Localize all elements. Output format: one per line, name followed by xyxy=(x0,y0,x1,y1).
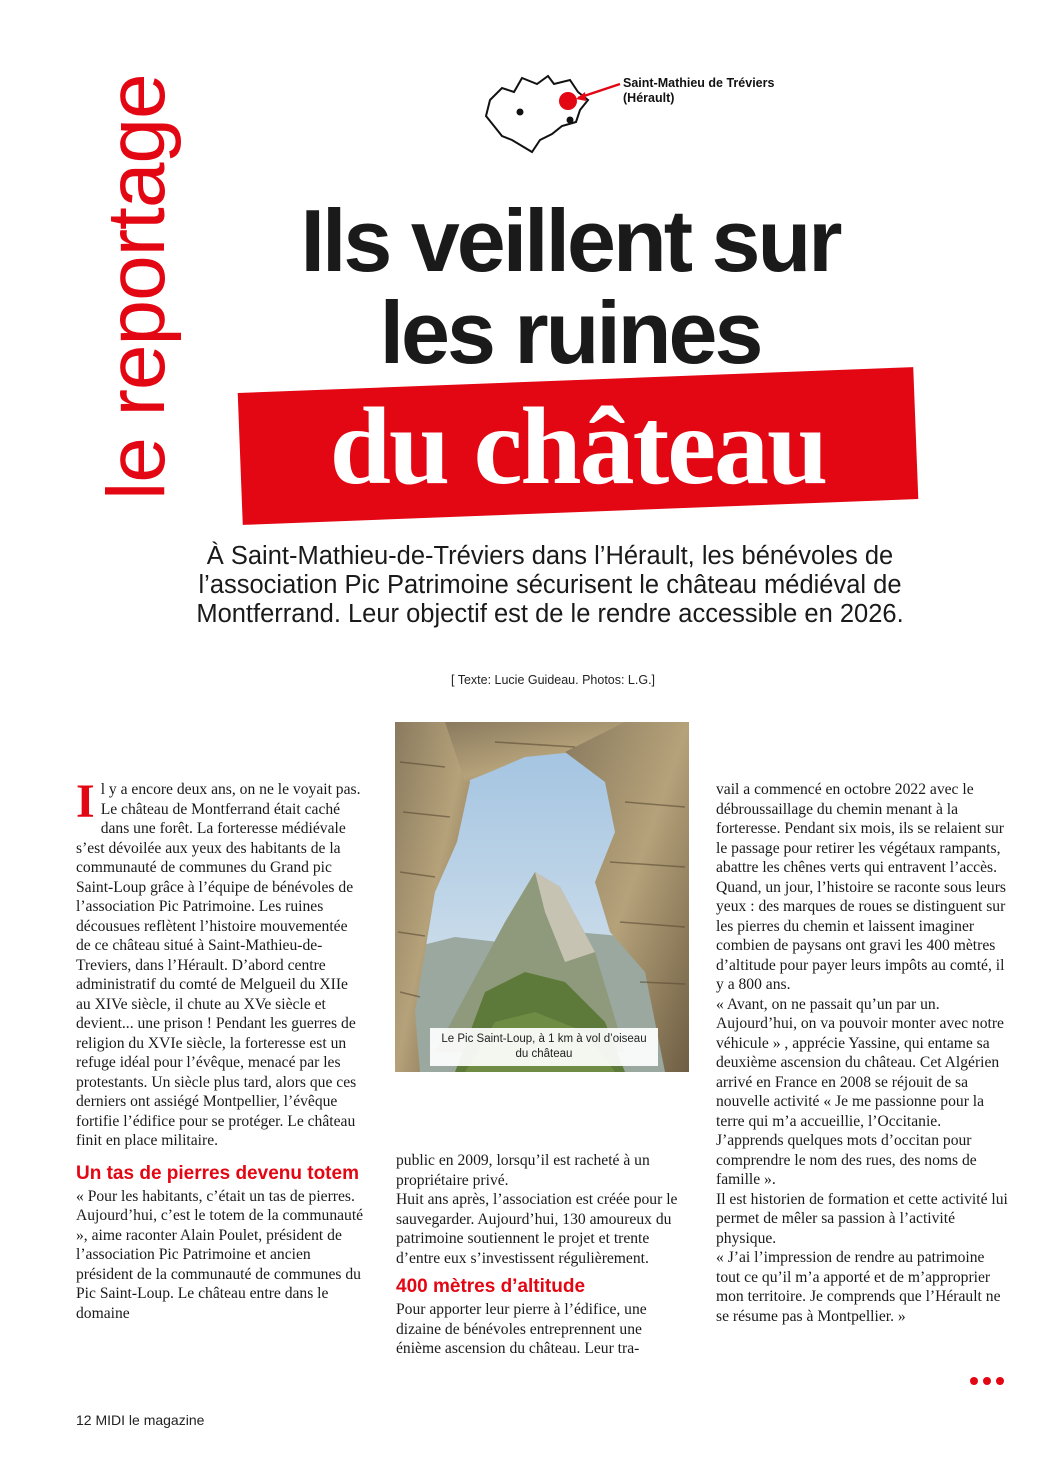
column-3-para3: Il est historien de formation et cette activité lui permet de mêler sa passion à l’activité physique. xyxy=(716,1190,1008,1247)
column-2-para2: Huit ans après, l’association est créée pour le sauvegarder. Aujourd’hui, 130 amoureux du patrimoine soutiennent le projet et trente d’entre eux s’investissent régulièrement. xyxy=(396,1191,678,1267)
column-3-para2: « Avant, on ne passait qu’un par un. Aujourd’hui, on va pouvoir monter avec notre véhicule » , apprécie Yassine, qui entame sa deuxième ascension du château. Cet Algérien arrivé en France en 2008 se réjouit de sa nouvelle activité « Je me passionne pour la terre qui m’a accueillie, l’Occitanie. J’apprends quelques mots d’occitan pour comprendre le nom des rues, des noms de famille ». xyxy=(716,995,1004,1188)
dropcap: I xyxy=(76,775,95,828)
column-2 xyxy=(396,1151,688,1359)
end-dot-3 xyxy=(996,1377,1004,1385)
credit: [ Texte: Lucie Guideau. Photos: L.G.] xyxy=(450,673,656,687)
map-label-line2: (Hérault) xyxy=(623,91,675,105)
dot-city-1 xyxy=(517,109,524,116)
column-1-intro-text: l y a encore deux ans, on ne le voyait pas. Le château de Montferrand était caché dans une forêt. La forteresse médiévale s’est dévoilée aux yeux des habitants de la communauté de communes du Grand pic Saint-Loup grâce à l’équipe de bénévoles de l’association Pic Patrimoine. Les ruines décousues reflètent l’histoire mouvementée de ce château situé à Saint-Mathieu-de-Treviers, dans l’Hérault. D’abord centre administratif du comté de Melgueil du XIIe au XIVe siècle, il chute au XVe siècle et devient... une prison ! Pendant les guerres de religion du XVIe siècle, la forteresse est un refuge idéal pour l’évêque, menacé par les protestants. Un siècle plus tard, alors que ces derniers ont assiégé Montpellier, l’évêque fortifie l’édifice pour se protéger. Le château finit en place militaire. xyxy=(76,781,361,1149)
column-1-para2: « Pour les habitants, c’était un tas de pierres. Aujourd’hui, c’est le totem de la communauté », aime raconter Alain Poulet, président de l’association Pic Patrimoine et ancien président de la communauté de communes du Pic Saint-Loup. Le château entre dans le domaine xyxy=(76,1187,364,1322)
section-label-text: le reportage xyxy=(91,74,182,500)
herault-outline xyxy=(486,76,588,152)
page-footer: 12 MIDI le magazine xyxy=(76,1412,205,1428)
column-3-para1: vail a commencé en octobre 2022 avec le débroussaillage du chemin menant à la forteresse. Pendant six mois, ils se relaient sur le passage pour retirer les végétaux rampants, abattre les chênes verts qui entravent l’accès. Quand, un jour, l’histoire se raconte sous leurs yeux : des marques de roues se distinguent sur les pierres du chemin et laissent imaginer combien de paysans ont gravi les 400 mètres d’altitude pour payer leurs impôts au comté, il y a 800 ans. xyxy=(716,781,1006,993)
subhead-altitude: 400 mètres d’altitude xyxy=(396,1276,586,1297)
end-dot-2 xyxy=(983,1377,991,1385)
photo-pic-saint-loup xyxy=(395,722,689,1072)
column-1 xyxy=(76,775,366,1323)
column-2-para1: public en 2009, lorsqu’il est racheté à un propriétaire privé. xyxy=(396,1152,650,1189)
location-marker xyxy=(559,92,577,110)
locator-map xyxy=(482,70,627,160)
headline-line1: Ils veillent sur xyxy=(300,191,840,290)
map-label xyxy=(623,76,843,106)
photo-illustration xyxy=(395,722,689,1072)
column-3-para4: « J’ai l’impression de rendre au patrimoine tout ce qu’il m’a apporté et de m’approprier mon territoire. Je comprends que l’Hérault ne se résume pas à Montpellier. » xyxy=(716,1249,1001,1325)
section-label xyxy=(36,30,182,500)
subhead-totem: Un tas de pierres devenu totem xyxy=(76,1162,359,1184)
headline-line3: du château xyxy=(329,385,827,507)
column-2-para3: Pour apporter leur pierre à l’édifice, une dizaine de bénévoles entreprennent une énième ascension du château. Leur tra- xyxy=(396,1301,647,1357)
standfirst: À Saint-Mathieu-de-Tréviers dans l’Hérault, les bénévoles de l’association Pic Patrimoine sécurisent le château médiéval de Montferrand. Leur objectif est de le rendre accessible en 2026. xyxy=(196,542,904,628)
map-label-line1: Saint-Mathieu de Tréviers xyxy=(623,76,775,90)
headline xyxy=(210,191,930,382)
headline-line2: les ruines xyxy=(379,283,761,382)
end-dot-1 xyxy=(970,1377,978,1385)
column-1-intro xyxy=(76,775,366,1151)
column-3 xyxy=(716,780,1008,1326)
end-marker-dots xyxy=(970,1372,1009,1390)
photo-caption: Le Pic Saint-Loup, à 1 km à vol d’oiseau du château xyxy=(430,1028,658,1066)
dot-city-2 xyxy=(567,117,574,124)
